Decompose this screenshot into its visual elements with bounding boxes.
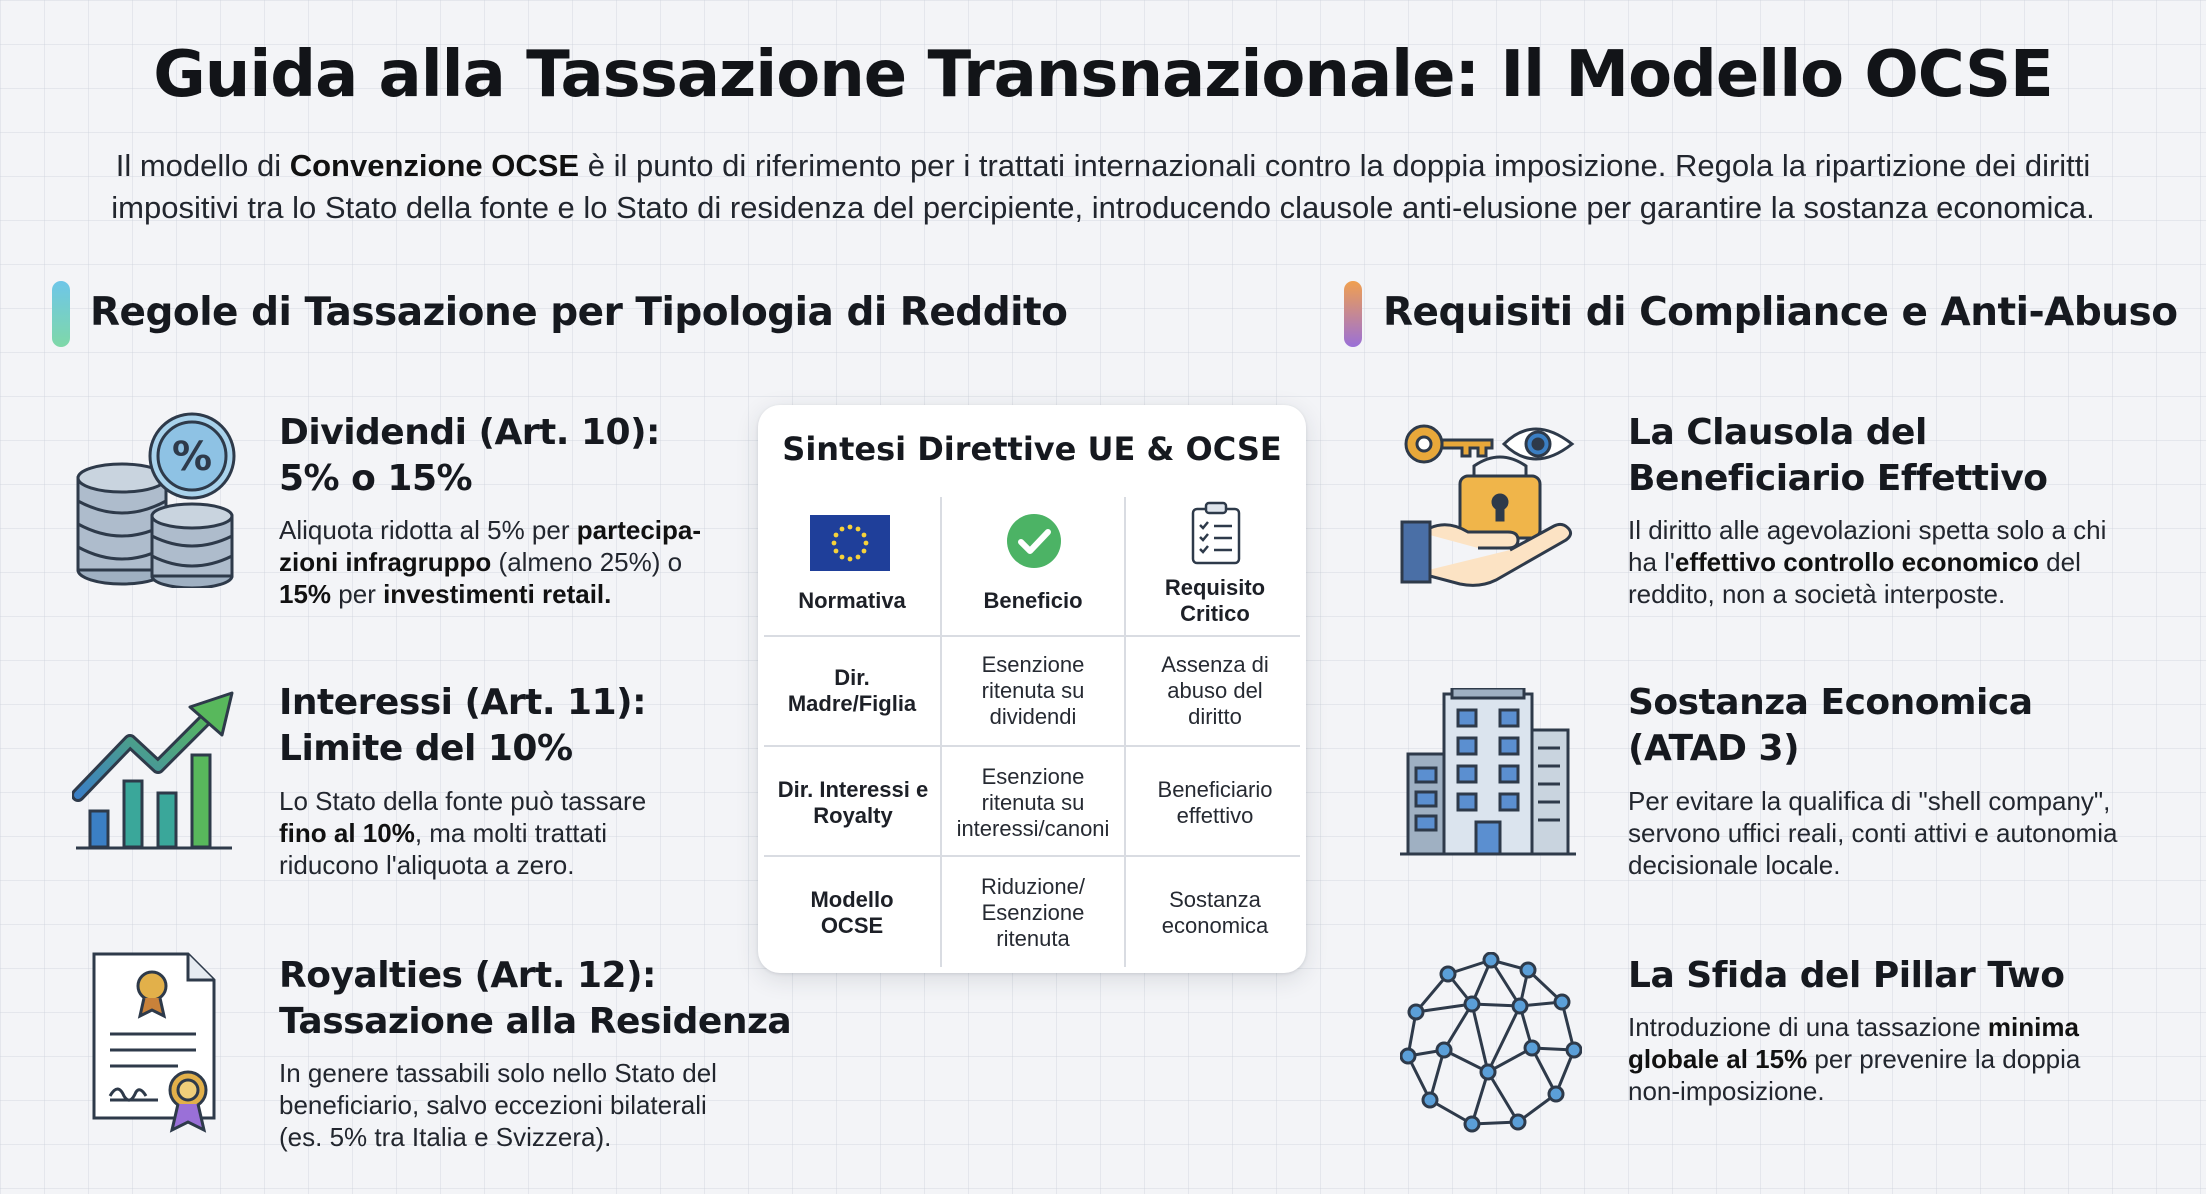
svg-text:%: % (171, 434, 213, 480)
desc-bold: 15% (279, 579, 332, 609)
table-cell: Dir. Madre/Figlia (787, 665, 917, 716)
intro-text-2: è il punto di riferimento per i trattati internazionali contro la doppia imposizione. Regola la ripartizione dei diritti impositivi tra lo Stato della fonte e lo Stato di residenza del percipiente, introducendo clausole anti-elusione per garantire la sostanza economica. (111, 148, 2095, 225)
intro-text-1: Il modello di (115, 148, 290, 183)
desc-text: (es. 5% tra Italia e Svizzera). (279, 1122, 612, 1152)
desc-text: Aliquota ridotta al 5% per (279, 515, 577, 545)
certificate-document-icon (88, 950, 228, 1141)
right-section-heading: Requisiti di Compliance e Anti-Abuso (1383, 290, 2178, 335)
beneficiario-desc (1628, 514, 2106, 610)
desc-text: per (331, 579, 384, 609)
eu-flag-icon (810, 515, 890, 576)
royalties-title (279, 953, 791, 1045)
desc-text: In genere tassabili solo nello Stato del (279, 1058, 717, 1088)
royalties-title-line2: Tassazione alla Residenza (279, 1001, 792, 1042)
desc-text: riducono l'aliquota a zero. (279, 850, 575, 880)
beneficiario-title-line2: Beneficiario Effettivo (1628, 458, 2048, 499)
desc-bold: investimenti retail. (383, 579, 612, 609)
interessi-title (279, 680, 646, 772)
left-section-accent-bar (52, 281, 70, 347)
desc-text: reddito, non a società interposte. (1628, 579, 2006, 609)
sostanza-title-line2: (ATAD 3) (1628, 728, 1800, 769)
dividendi-title (279, 410, 660, 502)
table-cell: Assenza di abuso del diritto (1161, 652, 1269, 729)
network-globe-icon (1400, 952, 1582, 1139)
interessi-title-line1: Interessi (Art. 11): (279, 682, 646, 723)
desc-text: non-imposizione. (1628, 1076, 1825, 1106)
sostanza-title (1628, 680, 2033, 772)
desc-bold: partecipa- (576, 515, 701, 545)
table-cell: Dir. Interessi e Royalty (777, 777, 929, 828)
desc-text: Per evitare la qualifica di "shell company", (1628, 786, 2111, 816)
desc-text: Introduzione di una tassazione (1628, 1012, 1988, 1042)
dividendi-desc (279, 514, 701, 610)
summary-table-card (758, 405, 1306, 973)
beneficiario-title (1628, 410, 2048, 502)
intro-bold: Convenzione OCSE (289, 148, 580, 183)
desc-text: (almeno 25%) o (491, 547, 683, 577)
royalties-desc (279, 1057, 717, 1153)
desc-text: Lo Stato della fonte può tassare (279, 786, 647, 816)
coins-percent-icon (70, 408, 240, 593)
dividendi-title-line1: Dividendi (Art. 10): (279, 412, 660, 453)
page-title: Guida alla Tassazione Transnazionale: Il Modello OCSE (153, 38, 2053, 112)
sostanza-title-line1: Sostanza Economica (1628, 682, 2033, 723)
growth-chart-icon (72, 685, 242, 860)
desc-text: servono uffici reali, conti attivi e autonomia (1628, 818, 2118, 848)
sostanza-desc (1628, 785, 2117, 881)
table-cell: Esenzione ritenuta su interessi/canoni (956, 764, 1110, 841)
beneficiario-title-line1: La Clausola del (1628, 412, 1927, 453)
check-circle-icon (1005, 512, 1063, 575)
table-cell: Beneficiario effettivo (1157, 777, 1273, 828)
pillar-two-title (1628, 953, 2064, 999)
table-header-requisito: Requisito Critico (1164, 575, 1266, 626)
right-section-accent-bar (1344, 281, 1362, 347)
clipboard-checklist-icon (1190, 501, 1242, 570)
intro-paragraph (70, 145, 2136, 229)
pillar-two-desc (1628, 1011, 2080, 1107)
summary-table-title: Sintesi Direttive UE & OCSE (782, 430, 1282, 468)
desc-text: del (2038, 547, 2081, 577)
pillar-two-title-line1: La Sfida del Pillar Two (1628, 955, 2065, 996)
interessi-title-line2: Limite del 10% (279, 728, 573, 769)
office-building-icon (1400, 688, 1576, 865)
desc-text: beneficiario, salvo eccezioni bilaterali (279, 1090, 707, 1120)
desc-text: Il diritto alle agevolazioni spetta solo a chi (1628, 515, 2107, 545)
desc-bold: zioni infragruppo (279, 547, 492, 577)
key-eye-hand-icon (1400, 410, 1580, 595)
left-section-heading: Regole di Tassazione per Tipologia di Reddito (90, 290, 1068, 335)
table-cell: Modello OCSE (810, 887, 894, 938)
table-cell: Sostanza economica (1161, 887, 1269, 938)
desc-bold: globale al 15% (1628, 1044, 1808, 1074)
table-cell: Esenzione ritenuta su dividendi (981, 652, 1085, 729)
table-header-beneficio: Beneficio (983, 588, 1083, 613)
desc-bold: minima (1987, 1012, 2079, 1042)
interessi-desc (279, 785, 646, 881)
desc-bold: effettivo controllo economico (1674, 547, 2039, 577)
table-cell: Riduzione/ Esenzione ritenuta (981, 874, 1085, 951)
desc-text: ha l' (1628, 547, 1675, 577)
royalties-title-line1: Royalties (Art. 12): (279, 955, 656, 996)
desc-bold: fino al 10% (279, 818, 415, 848)
table-header-normativa: Normativa (798, 588, 906, 613)
desc-text: , ma molti trattati (414, 818, 607, 848)
desc-text: decisionale locale. (1628, 850, 1841, 880)
dividendi-title-line2: 5% o 15% (279, 458, 473, 499)
desc-text: per prevenire la doppia (1807, 1044, 2081, 1074)
